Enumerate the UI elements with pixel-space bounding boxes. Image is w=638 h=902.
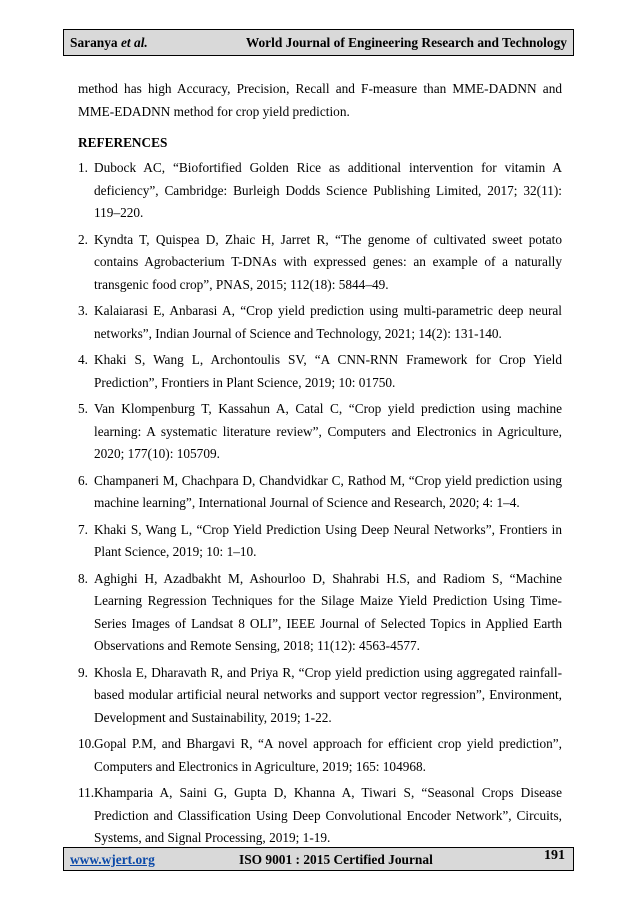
page-footer (63, 847, 574, 871)
reference-item (78, 300, 562, 345)
reference-text: Khaki S, Wang L, “Crop Yield Prediction Using Deep Neural Networks”, Frontiers in Plant Science, 2019; 10: 1–10. (94, 521, 562, 559)
reference-item (78, 662, 562, 730)
reference-text: Khamparia A, Saini G, Gupta D, Khanna A, Tiwari S, “Seasonal Crops Disease Prediction and Classification Using Deep Convolutional Encoder Network”, Circuits, Systems, and Signal Processing, 2019; 1-19. (94, 785, 562, 845)
iso-certification: ISO 9001 : 2015 Certified Journal (239, 852, 433, 867)
journal-url-link[interactable]: www.wjert.org (70, 852, 155, 867)
header-author-name: Saranya (70, 35, 118, 50)
intro-text: method has high Accuracy, Precision, Recall and F-measure than MME-DADNN and MME-EDADNN method for crop yield prediction. (78, 81, 562, 119)
reference-item (78, 470, 562, 515)
intro-paragraph (78, 78, 562, 123)
page-number: 191 (544, 848, 565, 863)
references-title: REFERENCES (78, 135, 168, 150)
reference-number: 6. (78, 472, 88, 488)
page-header (63, 29, 574, 56)
reference-text: Champaneri M, Chachpara D, Chandvidkar C, Rathod M, “Crop yield prediction using machine learning”, International Journal of Science and Research, 2020; 4: 1–4. (94, 472, 562, 510)
reference-text: Kalaiarasi E, Anbarasi A, “Crop yield prediction using multi-parametric deep neural networks”, Indian Journal of Science and Technology, 2021; 14(2): 131-140. (94, 303, 562, 341)
reference-number: 5. (78, 401, 88, 416)
reference-number: 4. (78, 352, 88, 367)
reference-text: Aghighi H, Azadbakht M, Ashourloo D, Shahrabi H.S, and Radiom S, “Machine Learning Regression Techniques for the Silage Maize Yield Prediction Using Time-Series Images of Landsat 8 OLI”, IEEE Journal of Selected Topics in Applied Earth Observations and Remote Sensing, 2018; 11(12): 4563-4577. (94, 570, 562, 653)
reference-text: Kyndta T, Quispea D, Zhaic H, Jarret R, “The genome of cultivated sweet potato contains Agrobacterium T-DNAs with expressed genes: an example of a naturally transgenic food crop”, PNAS, 2015; 112(18): 5844–49. (94, 231, 562, 292)
reference-item (78, 229, 562, 297)
reference-item (78, 157, 562, 225)
reference-item (78, 519, 562, 564)
header-author-etal: et al. (120, 35, 148, 50)
reference-item (78, 782, 562, 850)
reference-number: 2. (78, 231, 88, 247)
reference-item (78, 568, 562, 658)
reference-number: 8. (78, 570, 88, 586)
reference-text: Van Klompenburg T, Kassahun A, Catal C, “Crop yield prediction using machine learning: A systematic literature review”, Computers and Electronics in Agriculture, 2020; 177(10): 105709. (94, 401, 562, 461)
reference-item (78, 349, 562, 394)
reference-number: 3. (78, 303, 88, 318)
header-author (70, 30, 148, 55)
reference-number: 1. (78, 160, 88, 175)
reference-number: 7. (78, 521, 88, 537)
reference-number: 11. (78, 785, 95, 800)
reference-text: Dubock AC, “Biofortified Golden Rice as additional intervention for vitamin A deficiency”, Cambridge: Burleigh Dodds Science Publishing Limited, 2017; 32(11): 119–220. (94, 160, 562, 220)
reference-item (78, 733, 562, 778)
header-journal-title: World Journal of Engineering Research and Technology (245, 35, 567, 50)
references-list (78, 157, 562, 854)
reference-number: 9. (78, 664, 88, 680)
reference-text: Khosla E, Dharavath R, and Priya R, “Crop yield prediction using aggregated rainfall-based modular artificial neural networks and support vector regression”, Environment, Development and Sustainability, 2019; 1-22. (94, 664, 562, 725)
reference-text: Khaki S, Wang L, Archontoulis SV, “A CNN-RNN Framework for Crop Yield Prediction”, Frontiers in Plant Science, 2019; 10: 01750. (94, 352, 562, 390)
reference-text: Gopal P.M, and Bhargavi R, “A novel approach for efficient crop yield prediction”, Computers and Electronics in Agriculture, 2019; 165: 104968. (94, 736, 562, 774)
reference-item (78, 398, 562, 466)
reference-number: 10. (78, 736, 95, 751)
